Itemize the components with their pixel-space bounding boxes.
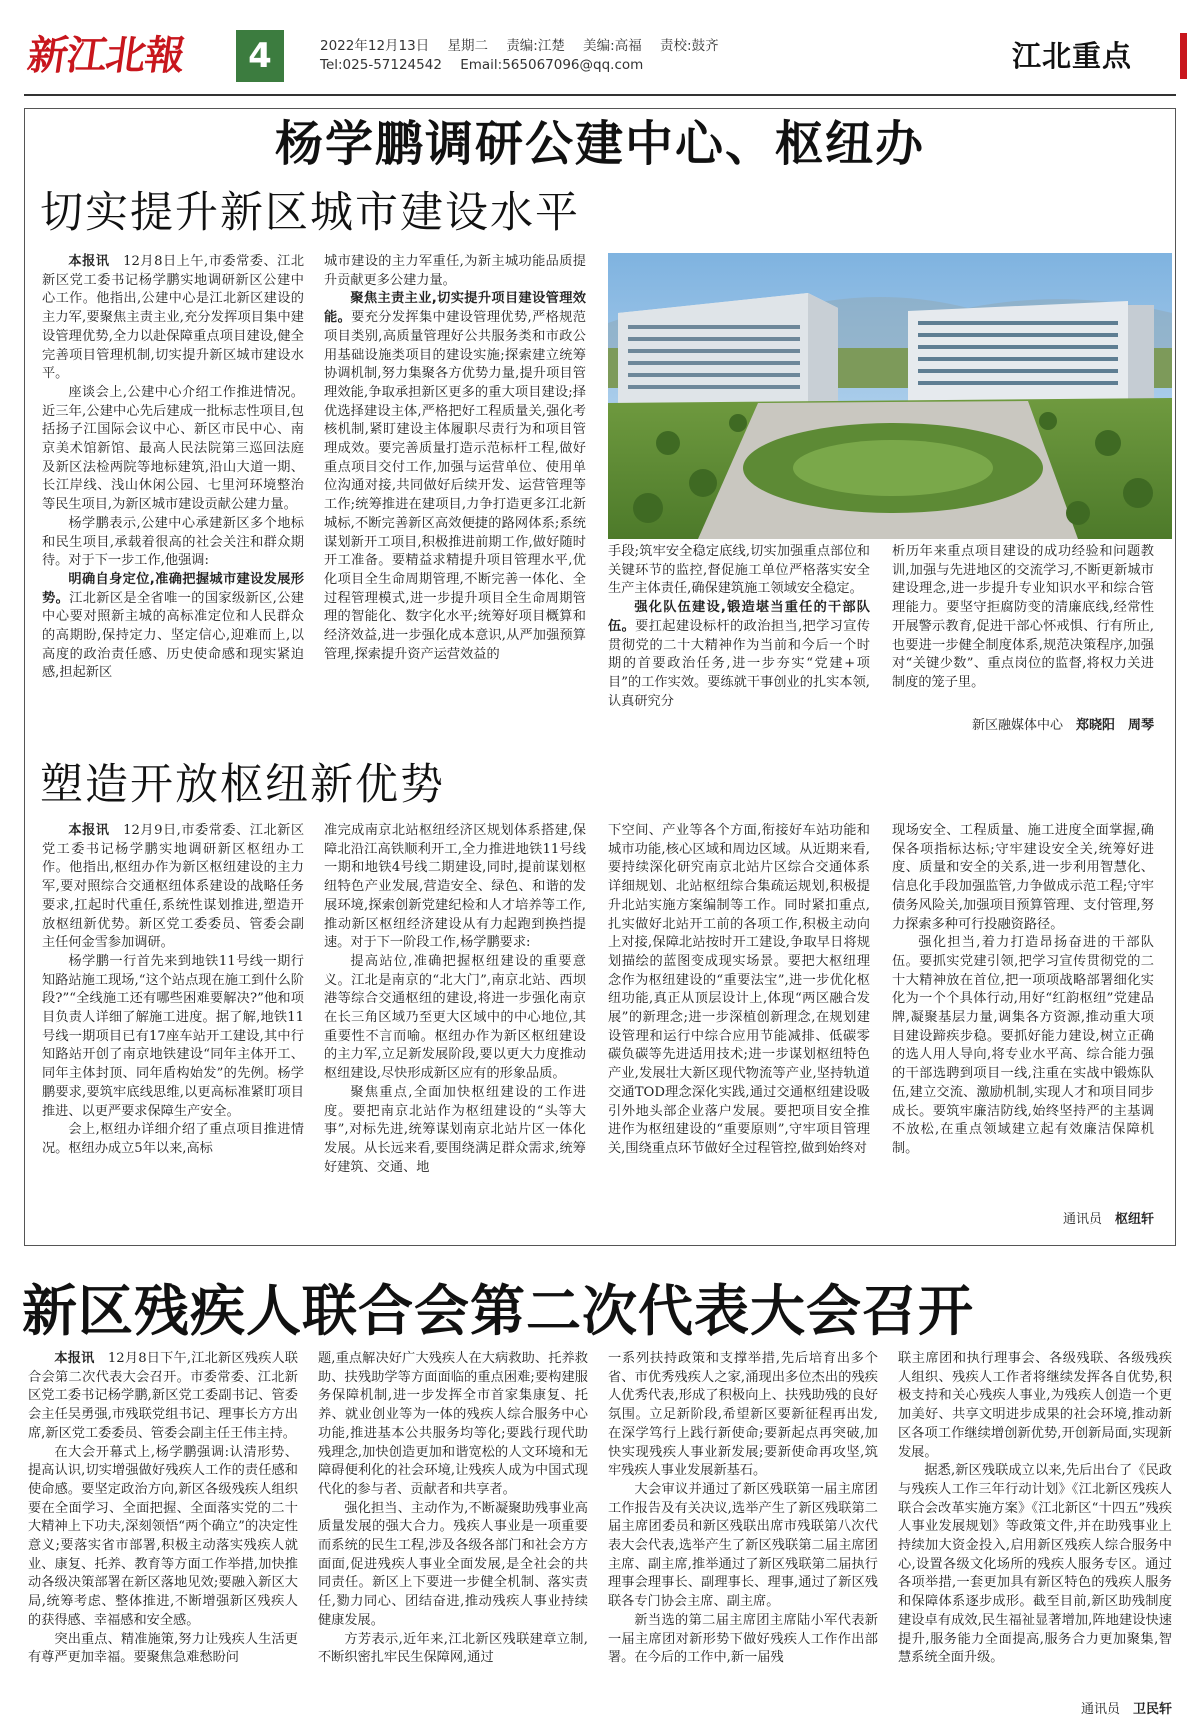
story2-column-1: 本报讯 12月9日,市委常委、江北新区党工委书记杨学鹏实地调研新区枢纽办工作。他指出,枢纽办作为新区枢纽建设的主力军,要对照综合交通枢纽体系建设的战略任务要求,扛起时代重任,系统性谋划推进,塑造开放枢纽新优势。新区党工委委员、管委会副主任何金雪参加调研。 杨学鹏一行首先来到地铁11号线一期行知路站施工现场,“这个站点现在施工到什么阶段?”“全线施工还有哪些困难要解决?”他和项目负责人详细了解施工进度。据了解,地铁11号线一期项目已有17座车站开工建设,其中行知路站开创了南京地铁建设“同年主体开工、同年主体封顶、同年盾构始发”的先例。杨学鹏要求,要筑牢底线思维,以更高标准紧盯项目推进、以更严要求保障生产安全。 会上,枢纽办详细介绍了重点项目推进情况。枢纽办成立5年以来,高标	[42, 823, 304, 1156]
story1-byline	[892, 714, 1154, 733]
story1-column-2: 城市建设的主力军重任,为新主城功能品质提升贡献更多公建力量。 聚焦主责主业,切实提升项目建设管理效能。要充分发挥集中建设管理优势,严格规范项目类别,高质量管理好公共服务类和市政公用基础设施类项目的建设实施;探索建立统筹协调机制,努力集聚各方优势力量,提升项目管理效能,争取承担新区更多的重大项目建设;择优选择建设主体,严格把好工程质量关,强化考核机制,紧盯建设主体履职尽责行为和项目管理成效。要完善质量打造示范标杆工程,做好重点项目交付工作,加强与运营单位、使用单位沟通对接,共同做好后续开发、运营管理等工作;统筹推进在建项目,力争打造更多江北新城标,不断完善新区高效便捷的路网体系;系统谋划新开工项目,积极推进前期工作,做好随时开工准备。要精益求精提升项目管理水平,优化项目全生命周期管理,不断完善一体化、全过程管理模式,进一步提升项目全生命周期管理的智能化、数字化水平;统筹好项目概算和经济效益,进一步强化成本意识,从严加强预算管理,探索提升资产运营效益的	[324, 254, 586, 662]
story3-column-3: 一系列扶持政策和支撑举措,先后培育出多个省、市优秀残疾人之家,涌现出多位杰出的残疾人优秀代表,形成了积极向上、扶残助残的良好氛围。立足新阶段,希望新区要新征程再出发,在深学笃行上践行新使命;要新起点再突破,加快实现残疾人事业新发展;要新使命再攻坚,筑牢残疾人事业发展新基石。 大会审议并通过了新区残联第一届主席团工作报告及有关决议,选举产生了新区残联第二届主席团委员和新区残联出席市残联第八次代表大会代表,选举产生了新区残联第二届主席团主席、副主席,推举通过了新区残联第二届执行理事会理事长、副理事长、理事,通过了新区残联各专门协会主席、副主席。 新当选的第二届主席团主席陆小军代表新一届主席团对新形势下做好残疾人工作作出部署。在今后的工作中,新一届残	[608, 1351, 878, 1666]
story3-column-1: 本报讯 12月8日下午,江北新区残疾人联合会第二次代表大会召开。市委常委、江北新区党工委书记杨学鹏,新区党工委副书记、管委会主任吴勇强,市残联党组书记、理事长方方出席,新区党工委委员、管委会副主任王伟主持。 在大会开幕式上,杨学鹏强调:认清形势、提高认识,切实增强做好残疾人工作的责任感和使命感。要坚定政治方向,新区各级残疾人组织要在全面学习、全面把握、全面落实党的二十大精神上下功夫,深刻领悟“两个确立”的决定性意义;要落实省市部署,积极主动落实残疾人就业、康复、托养、教育等方面工作举措,加快推动各级决策部署在新区落地见效;要融入新区大局,统筹考虑、整体推进,不断增强新区残疾人的获得感、幸福感和安全感。 突出重点、精准施策,努力让残疾人生活更有尊严更加幸福。要聚焦急难愁盼问	[28, 1351, 298, 1666]
section-title: 江北重点	[1012, 39, 1133, 73]
subhead-hub-advantage: 塑造开放枢纽新优势	[40, 760, 445, 810]
story1-byline-names: 郑晓阳 周琴	[1075, 718, 1154, 733]
contact-tel: Tel:025-57124542	[320, 57, 442, 73]
page-number-badge: 4	[236, 30, 284, 82]
building-photo	[608, 253, 1172, 539]
story2-column-3: 下空间、产业等各个方面,衔接好车站功能和城市功能,核心区域和周边区域。从近期来看,要持续深化研究南京北站片区综合交通体系详细规划、北站枢纽综合集疏运规划,积极提升北站实施方案编制等工作。同时紧扣重点,扎实做好北站开工前的各项工作,积极主动向上对接,保障北站按时开工建设,争取早日将规划描绘的蓝图变成现实场景。要把大枢纽理念作为枢纽建设的“重要法宝”,进一步优化枢纽功能,真正从顶层设计上,体现“两区融合发展”的新理念;进一步深植创新理念,在规划建设管理和运行中综合应用节能减排、低碳零碳负碳等先进适用技术;进一步谋划枢纽特色产业,发展壮大新区现代物流等产业,坚持轨道交通TOD理念深化实践,通过交通枢纽建设吸引外地头部企业落户发展。要把项目安全推进作为枢纽建设的“重要原则”,守牢项目管理关,围绕重点环节做好全过程管控,做到始终对	[608, 823, 870, 1156]
masthead-info	[320, 37, 733, 75]
story1-column-1: 本报讯 12月8日上午,市委常委、江北新区党工委书记杨学鹏实地调研新区公建中心工作。他指出,公建中心是江北新区建设的主力军,要聚焦主责主业,充分发挥项目集中建设管理优势,全力以赴保障重点项目建设,健全完善项目管理机制,切实提升新区城市建设水平。 座谈会上,公建中心介绍工作推进情况。近三年,公建中心先后建成一批标志性项目,包括扬子江国际会议中心、新区市民中心、南京美术馆新馆、最高人民法院第三巡回法庭及新区法检两院等地标建筑,沿山大道一期、长江岸线、浅山休闲公园、七里河环境整治等民生项目,为新区城市建设贡献公建力量。 杨学鹏表示,公建中心承建新区多个地标和民生项目,承载着很高的社会关注和群众期待。对于下一步工作,他强调: 明确自身定位,准确把握城市建设发展形势。江北新区是全省唯一的国家级新区,公建中心要对照新主城的高标准定位和人民群众的高期盼,保持定力、坚定信心,迎难而上,以高度的政治责任感、历史使命感和现实紧迫感,担起新区	[42, 254, 304, 681]
story2-column-2: 准完成南京北站枢纽经济区规划体系搭建,保障北沿江高铁顺利开工,全力推进地铁11号线一期和地铁4号线二期建设,同时,提前谋划枢纽特色产业发展,营造安全、绿色、和谐的发展环境,探索创新党建纪检和人才培养等工作,推动新区枢纽经济建设从有力起跑到换挡提速。对于下一阶段工作,杨学鹏要求: 提高站位,准确把握枢纽建设的重要意义。江北是南京的“北大门”,南京北站、西坝港等综合交通枢纽的建设,将进一步强化南京在长三角区域乃至更大区域中的中心地位,其重要性不言而喻。枢纽办作为新区枢纽建设的主力军,立足新发展阶段,要以更大力度推动枢纽建设,尽快形成新区应有的形象品质。 聚焦重点,全面加快枢纽建设的工作进度。要把南京北站作为枢纽建设的“头等大事”,对标先进,统筹谋划南京北站片区一体化发展。从长远来看,要围绕满足群众需求,统筹好建筑、交通、地	[324, 823, 586, 1175]
story3-byline	[898, 1698, 1172, 1717]
story1-byline-org: 新区融媒体中心	[971, 718, 1063, 733]
masthead-info-line2	[320, 56, 733, 75]
building-photo-illustration	[608, 253, 1172, 539]
main-headline: 杨学鹏调研公建中心、枢纽办	[274, 116, 925, 172]
story2-byline	[892, 1208, 1154, 1227]
masthead-divider	[24, 94, 1176, 96]
story1-column-3: 手段;筑牢安全稳定底线,切实加强重点部位和关键环节的监控,督促施工单位严格落实安全生产主体责任,确保建筑施工领域安全稳定。 强化队伍建设,锻造堪当重任的干部队伍。要扛起建设标杆的政治担当,把学习宣传贯彻党的二十大精神作为当前和今后一个时期的首要政治任务,进一步夯实“党建+项目”的工作实效。要练就干事创业的扎实本领,认真研究分	[608, 544, 870, 709]
story1-column-4: 析历年来重点项目建设的成功经验和问题教训,加强与先进地区的交流学习,不断更新城市建设理念,进一步提升专业知识水平和综合管理能力。要坚守拒腐防变的清廉底线,经常性开展警示教育,促进干部心怀戒惧、行有所止,也要进一步健全制度体系,规范决策程序,加强对“关键少数”、重点岗位的监督,将权力关进制度的笼子里。	[892, 544, 1154, 690]
story2-column-4: 现场安全、工程质量、施工进度全面掌握,确保各项指标达标;守牢建设安全关,统筹好进度、质量和安全的关系,进一步利用智慧化、信息化手段加强监管,力争做成示范工程;守牢债务风险关,加强项目预算管理、支付管理,努力探索多种可行投融资路径。 强化担当,着力打造昂扬奋进的干部队伍。要抓实党建引领,把学习宣传贯彻党的二十大精神放在首位,把一项项战略部署细化实化为一个个具体行动,用好“红韵枢纽”党建品牌,凝聚基层力量,调集各方资源,推动重大项目建设蹄疾步稳。要抓好能力建设,树立正确的选人用人导向,将专业水平高、综合能力强的干部选聘到项目一线,注重在实战中锻炼队伍,建立交流、激励机制,实现人才和项目同步成长。要筑牢廉洁防线,始终坚持严的主基调不放松,在重点领域建立起有效廉洁保障机制。	[892, 823, 1154, 1156]
masthead-info-line1	[320, 37, 733, 56]
proofreader-credit: 责校:鼓齐	[660, 38, 719, 54]
story3-byline-names: 卫民轩	[1132, 1702, 1172, 1717]
contact-email: Email:565067096@qq.com	[460, 57, 644, 73]
section-accent-bar	[1180, 33, 1187, 79]
story3-column-2: 题,重点解决好广大残疾人在大病救助、托养救助、扶残助学等方面面临的重点困难;要构建服务保障机制,进一步发挥全市首家集康复、托养、就业创业等为一体的残疾人综合服务中心功能,推进基本公共服务均等化;要践行现代助残理念,加快创造更加和谐宽松的人文环境和无障碍便利化的社会环境,让残疾人成为中国式现代化的参与者、贡献者和共享者。 强化担当、主动作为,不断凝聚助残事业高质量发展的强大合力。残疾人事业是一项重要而系统的民生工程,涉及各级各部门和社会方方面面,促进残疾人事业全面发展,是全社会的共同责任。新区上下要进一步健全机制、落实责任,勠力同心、团结奋进,推动残疾人事业持续健康发展。 方芳表示,近年来,江北新区残联建章立制,不断织密扎牢民生保障网,通过	[318, 1351, 588, 1666]
story2-byline-org: 通讯员	[1062, 1212, 1102, 1227]
story3-byline-org: 通讯员	[1080, 1702, 1120, 1717]
editor-credit: 责编:江楚	[506, 38, 565, 54]
story2-byline-names: 枢纽轩	[1114, 1212, 1154, 1227]
masthead-logo: 新江北報	[24, 32, 188, 79]
designer-credit: 美编:高福	[583, 38, 642, 54]
issue-date: 2022年12月13日	[320, 38, 430, 54]
story3-column-4: 联主席团和执行理事会、各级残联、各级残疾人组织、残疾人工作者将继续发挥各自优势,积极支持和关心残疾人事业,为残疾人创造一个更加美好、共享文明进步成果的社会环境,推动新区各项工作继续增创新优势,开创新局面,实现新发展。 据悉,新区残联成立以来,先后出台了《民政与残疾人工作三年行动计划》《江北新区残疾人联合会改革实施方案》《江北新区“十四五”残疾人事业发展规划》等政策文件,并在助残事业上持续加大资金投入,启用新区残疾人综合服务中心,设置各级文化场所的残疾人服务专区。通过各项举措,一套更加具有新区特色的残疾人服务和保障体系逐步成形。截至目前,新区助残制度建设卓有成效,民生福祉显著增加,阵地建设快速提升,服务能力全面提高,服务合力更加聚集,智慧系统全面升级。	[898, 1351, 1172, 1666]
subhead-city-construction: 切实提升新区城市建设水平	[40, 188, 580, 238]
disability-congress-headline: 新区残疾人联合会第二次代表大会召开	[22, 1279, 975, 1343]
issue-weekday: 星期二	[447, 38, 489, 54]
